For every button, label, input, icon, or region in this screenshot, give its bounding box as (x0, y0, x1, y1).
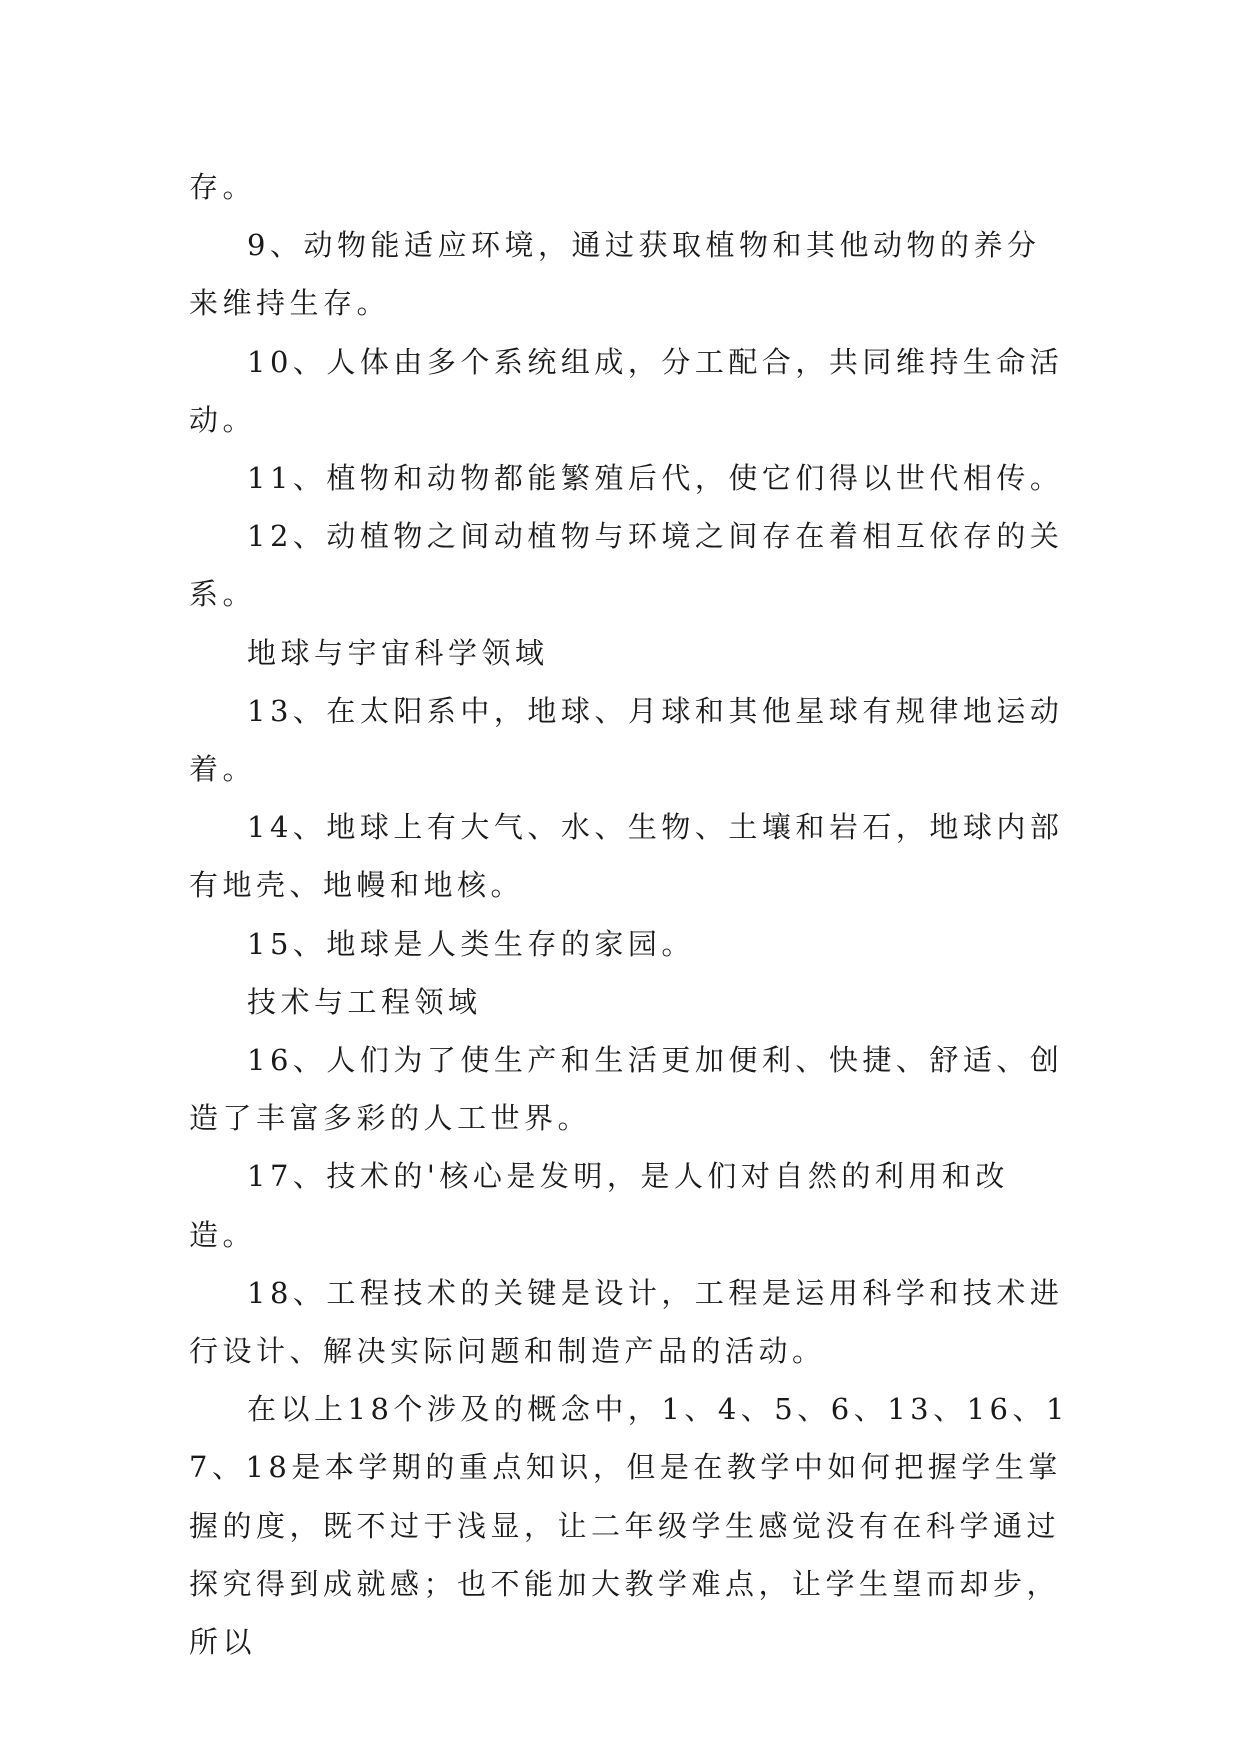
paragraph-item-15: 15、地球是人类生存的家园。 (247, 926, 695, 961)
paragraph-summary: 在以上18个涉及的概念中，1、4、5、6、13、16、17、18是本学期的重点知识，但是在教学中如何把握学生掌握的度，既不过于浅显，让二年级学生感觉没有在科学通过探究得到成就感；也不能加大教学难点，让学生望而却步，所以 (189, 1392, 1069, 1660)
paragraph-continuation: 存。 (189, 170, 257, 204)
paragraph-item-12: 12、动植物之间动植物与环境之间存在着相互依存的关系。 (189, 519, 1064, 612)
section-heading-technology-engineering: 技术与工程领域 (247, 984, 482, 1019)
document-body (189, 158, 1069, 1671)
paragraph-item-16: 16、人们为了使生产和生活更加便利、快捷、舒适、创造了丰富多彩的人工世界。 (189, 1043, 1064, 1136)
paragraph-item-18: 18、工程技术的关键是设计，工程是运用科学和技术进行设计、解决实际问题和制造产品的活动。 (189, 1275, 1064, 1369)
paragraph-item-13: 13、在太阳系中，地球、月球和其他星球有规律地运动着。 (189, 693, 1064, 787)
section-heading-earth-space: 地球与宇宙科学领域 (247, 635, 549, 670)
paragraph-item-10: 10、人体由多个系统组成，分工配合，共同维持生命活动。 (189, 344, 1064, 437)
paragraph-item-17: 17、技术的'核心是发明，是人们对自然的利用和改造。 (189, 1159, 1009, 1252)
paragraph-item-11: 11、植物和动物都能繁殖后代，使它们得以世代相传。 (247, 461, 1064, 496)
paragraph-item-14: 14、地球上有大气、水、生物、土壤和岩石，地球内部有地壳、地幔和地核。 (189, 810, 1064, 903)
paragraph-item-9: 9、动物能适应环境，通过获取植物和其他动物的养分来维持生存。 (189, 228, 1041, 321)
